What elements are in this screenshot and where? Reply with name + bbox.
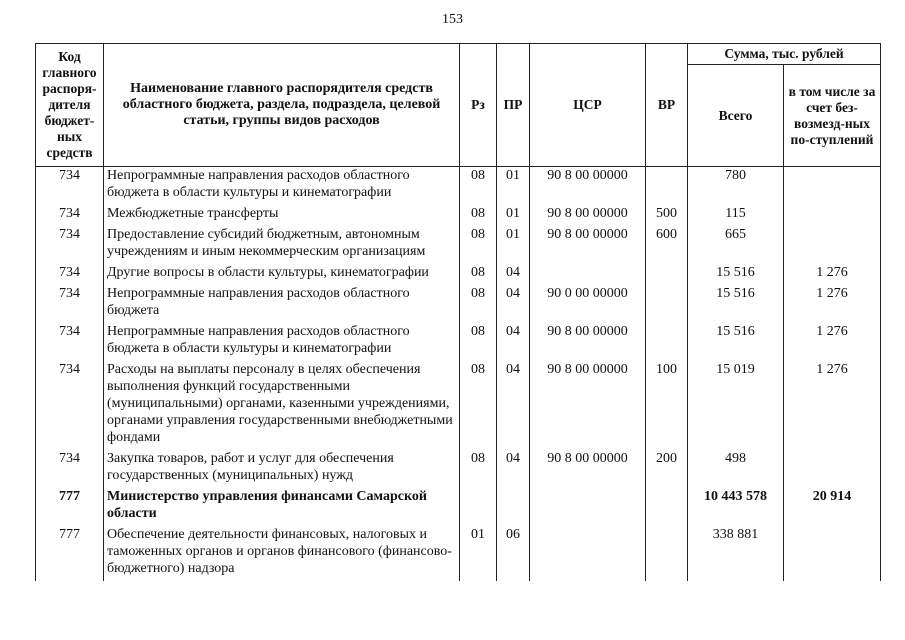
cell-name: Непрограммные направления расходов областного бюджета в области культуры и кинематографии	[104, 167, 460, 206]
header-rz: Рз	[460, 44, 497, 167]
cell-csr: 90 8 00 00000	[530, 226, 646, 264]
cell-name: Межбюджетные трансферты	[104, 205, 460, 226]
cell-gratis: 1 276	[784, 323, 881, 361]
cell-vr: 200	[646, 450, 688, 488]
cell-vr: 500	[646, 205, 688, 226]
cell-rz: 08	[460, 323, 497, 361]
cell-total: 15 516	[688, 264, 784, 285]
cell-code: 734	[36, 205, 104, 226]
page-number: 153	[442, 12, 463, 27]
cell-rz: 08	[460, 361, 497, 450]
cell-vr	[646, 526, 688, 581]
table-row	[36, 526, 881, 581]
cell-rz: 08	[460, 285, 497, 323]
cell-total: 15 516	[688, 323, 784, 361]
table-row	[36, 450, 881, 488]
cell-vr	[646, 323, 688, 361]
cell-total: 15 019	[688, 361, 784, 450]
header-csr: ЦСР	[530, 44, 646, 167]
cell-name: Предоставление субсидий бюджетным, автономным учреждениям и иным некоммерческим организациям	[104, 226, 460, 264]
cell-pr: 04	[497, 285, 530, 323]
table-row	[36, 167, 881, 206]
cell-total: 780	[688, 167, 784, 206]
cell-name: Расходы на выплаты персоналу в целях обеспечения выполнения функций государственными (муниципальными) органами, казенными учреждениями, органами управления государственными внебюджетными фондами	[104, 361, 460, 450]
cell-code: 734	[36, 285, 104, 323]
cell-total: 115	[688, 205, 784, 226]
cell-total: 15 516	[688, 285, 784, 323]
budget-table	[35, 43, 881, 581]
cell-pr: 01	[497, 167, 530, 206]
cell-gratis: 1 276	[784, 285, 881, 323]
cell-gratis	[784, 205, 881, 226]
cell-name: Закупка товаров, работ и услуг для обеспечения государственных (муниципальных) нужд	[104, 450, 460, 488]
cell-pr: 06	[497, 526, 530, 581]
header-name: Наименование главного распорядителя средств областного бюджета, раздела, подраздела, целевой статьи, группы видов расходов	[104, 44, 460, 167]
table-row	[36, 488, 881, 526]
cell-pr: 01	[497, 205, 530, 226]
cell-csr: 90 8 00 00000	[530, 323, 646, 361]
cell-code: 734	[36, 264, 104, 285]
cell-vr	[646, 285, 688, 323]
cell-vr: 100	[646, 361, 688, 450]
header-vr: ВР	[646, 44, 688, 167]
cell-gratis	[784, 450, 881, 488]
header-pr: ПР	[497, 44, 530, 167]
cell-rz: 08	[460, 226, 497, 264]
header-code: Код главного распоря-дителя бюджет-ных средств	[36, 44, 104, 167]
table-row	[36, 323, 881, 361]
cell-name: Министерство управления финансами Самарской области	[104, 488, 460, 526]
cell-gratis: 1 276	[784, 361, 881, 450]
cell-rz: 08	[460, 205, 497, 226]
cell-total: 498	[688, 450, 784, 488]
cell-code: 734	[36, 361, 104, 450]
cell-total: 10 443 578	[688, 488, 784, 526]
cell-code: 734	[36, 167, 104, 206]
cell-csr: 90 8 00 00000	[530, 167, 646, 206]
table-row	[36, 264, 881, 285]
cell-gratis	[784, 526, 881, 581]
cell-rz: 08	[460, 264, 497, 285]
cell-rz	[460, 488, 497, 526]
cell-name: Непрограммные направления расходов областного бюджета в области культуры и кинематографии	[104, 323, 460, 361]
cell-vr	[646, 264, 688, 285]
cell-total: 665	[688, 226, 784, 264]
cell-name: Непрограммные направления расходов областного бюджета	[104, 285, 460, 323]
table-body	[36, 167, 881, 582]
header-sum-group: Сумма, тыс. рублей	[688, 44, 881, 65]
cell-pr	[497, 488, 530, 526]
table-row	[36, 285, 881, 323]
cell-code: 734	[36, 323, 104, 361]
cell-total: 338 881	[688, 526, 784, 581]
cell-name: Другие вопросы в области культуры, кинематографии	[104, 264, 460, 285]
cell-code: 777	[36, 526, 104, 581]
header-total: Всего	[688, 65, 784, 167]
cell-csr: 90 8 00 00000	[530, 450, 646, 488]
cell-gratis: 20 914	[784, 488, 881, 526]
cell-rz: 01	[460, 526, 497, 581]
cell-code: 777	[36, 488, 104, 526]
cell-csr: 90 8 00 00000	[530, 205, 646, 226]
cell-code: 734	[36, 226, 104, 264]
cell-pr: 04	[497, 361, 530, 450]
table-header	[36, 44, 881, 167]
cell-vr	[646, 167, 688, 206]
cell-csr	[530, 488, 646, 526]
header-gratis: в том числе за счет без-возмезд-ных по-ступлений	[784, 65, 881, 167]
cell-csr	[530, 264, 646, 285]
cell-pr: 04	[497, 450, 530, 488]
cell-csr: 90 0 00 00000	[530, 285, 646, 323]
cell-name: Обеспечение деятельности финансовых, налоговых и таможенных органов и органов финансового (финансово-бюджетного) надзора	[104, 526, 460, 581]
cell-pr: 01	[497, 226, 530, 264]
cell-code: 734	[36, 450, 104, 488]
table-row	[36, 226, 881, 264]
cell-csr: 90 8 00 00000	[530, 361, 646, 450]
table-row	[36, 361, 881, 450]
table-row	[36, 205, 881, 226]
cell-rz: 08	[460, 167, 497, 206]
cell-gratis	[784, 167, 881, 206]
cell-gratis	[784, 226, 881, 264]
cell-pr: 04	[497, 264, 530, 285]
cell-csr	[530, 526, 646, 581]
cell-rz: 08	[460, 450, 497, 488]
cell-vr: 600	[646, 226, 688, 264]
cell-vr	[646, 488, 688, 526]
cell-gratis: 1 276	[784, 264, 881, 285]
cell-pr: 04	[497, 323, 530, 361]
